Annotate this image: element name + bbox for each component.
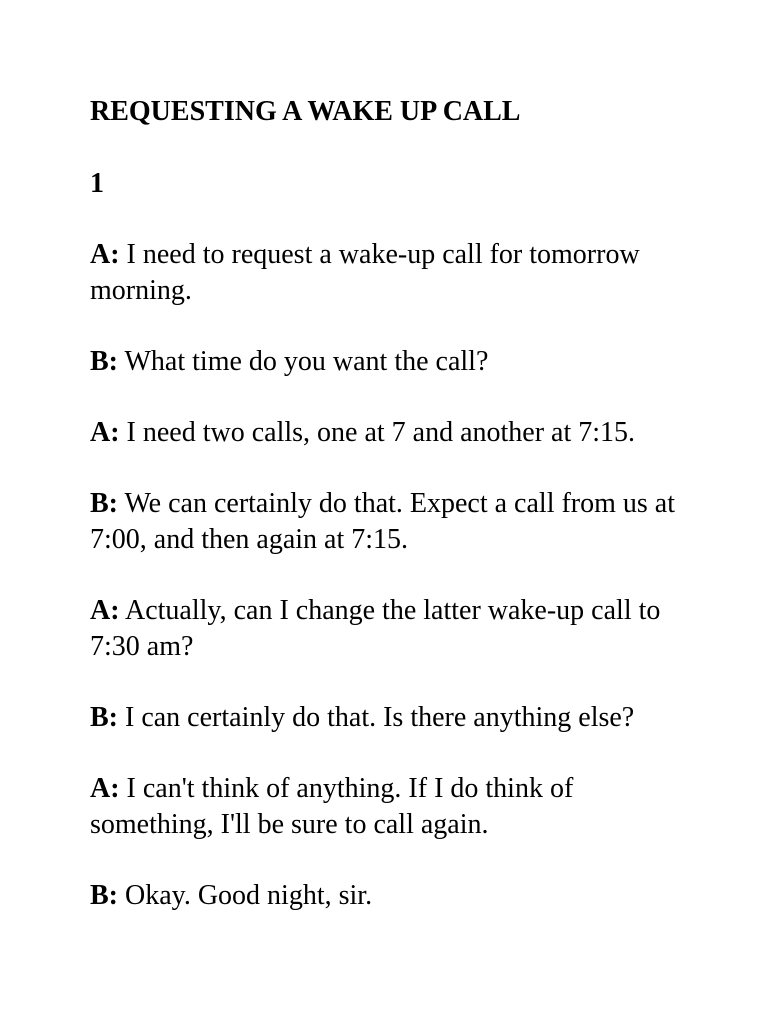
dialogue-line: [90, 771, 690, 843]
dialogue-text: We can certainly do that. Expect a call from us at 7:00, and then again at 7:15.: [90, 488, 676, 555]
dialogue-line: [90, 486, 690, 558]
dialogue-line: [90, 344, 690, 380]
speaker-label: A:: [90, 239, 120, 270]
speaker-label: B:: [90, 702, 118, 733]
speaker-label: A:: [90, 595, 120, 626]
dialogue-line: [90, 415, 690, 451]
speaker-label: A:: [90, 417, 120, 448]
dialogue-text: What time do you want the call?: [118, 346, 489, 377]
dialogue-text: Okay. Good night, sir.: [118, 880, 373, 911]
document-page: [90, 94, 690, 914]
speaker-label: A:: [90, 773, 120, 804]
dialogue-text: I need to request a wake-up call for tomorrow morning.: [90, 239, 640, 306]
document-title: REQUESTING A WAKE UP CALL: [90, 96, 521, 127]
speaker-label: B:: [90, 346, 118, 377]
section-number: 1: [90, 168, 104, 199]
dialogue-line: [90, 878, 690, 914]
speaker-label: B:: [90, 488, 118, 519]
dialogue-text: I need two calls, one at 7 and another at 7:15.: [119, 417, 636, 448]
dialogue-text: I can certainly do that. Is there anything else?: [118, 702, 635, 733]
dialogue: [90, 237, 690, 914]
dialogue-line: [90, 700, 690, 736]
dialogue-line: [90, 237, 690, 309]
speaker-label: B:: [90, 880, 118, 911]
dialogue-text: Actually, can I change the latter wake-up call to 7:30 am?: [90, 595, 661, 662]
dialogue-line: [90, 593, 690, 665]
dialogue-text: I can't think of anything. If I do think of something, I'll be sure to call again.: [90, 773, 574, 840]
